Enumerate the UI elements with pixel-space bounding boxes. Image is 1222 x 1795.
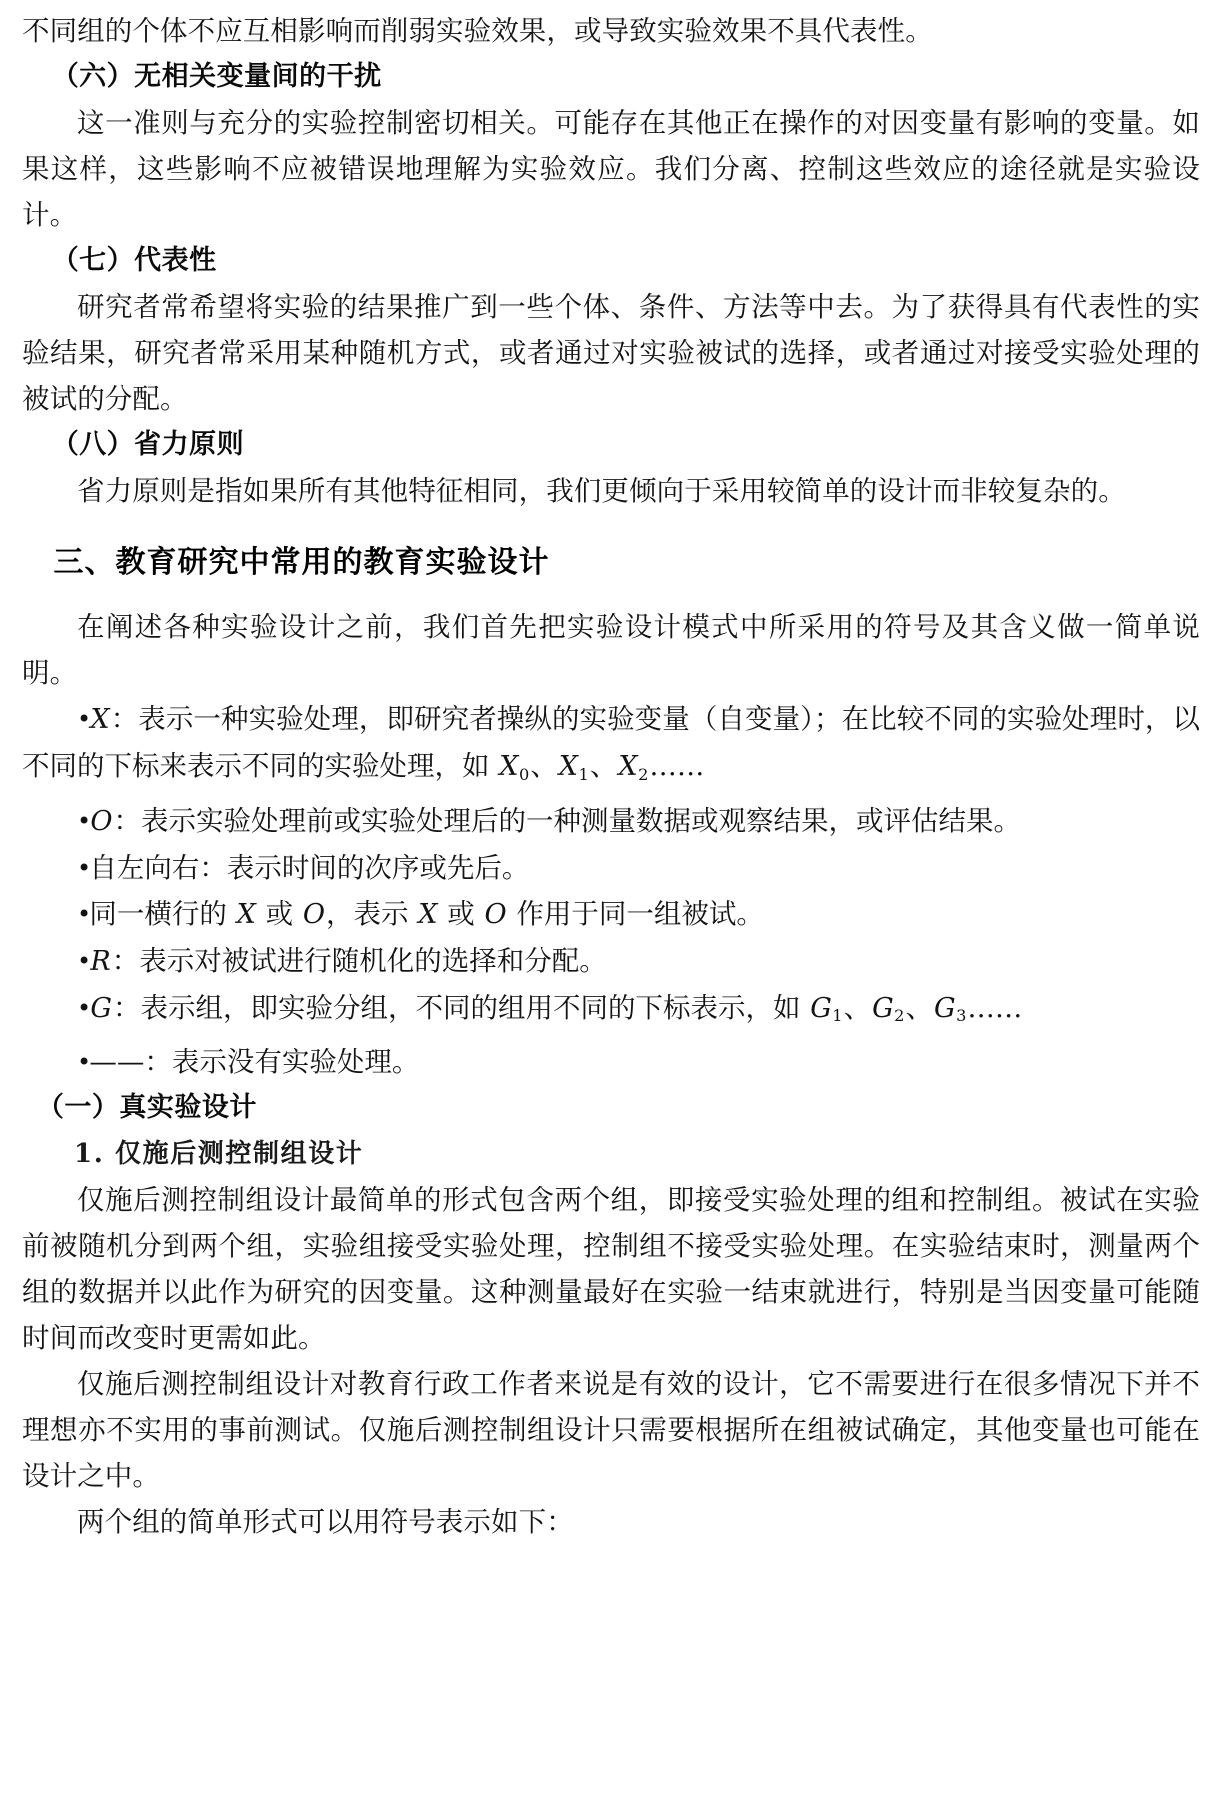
math-variable: $X_1$ [558, 751, 589, 784]
math-subscript: 2 [638, 764, 649, 784]
math-variable: O [484, 898, 507, 930]
math-variable: $G_3$ [933, 992, 967, 1026]
symbol-g: • G：表示组，即实验分组，不同的组用不同的下标表示，如 $G_1$、$G_2$、$G_3\dots\dots$ [22, 985, 1200, 1040]
bullet-icon: • [77, 899, 92, 928]
math-subscript: 1 [578, 764, 589, 784]
paragraph-eight: 省力原则是指如果所有其他特征相同，我们更倾向于采用较简单的设计而非较复杂的。 [77, 475, 1126, 507]
heading-seven: （七）代表性 [51, 245, 217, 276]
heading-six: （六）无相关变量间的干扰 [51, 61, 382, 92]
bullet-icon: • [77, 1048, 92, 1077]
math-subscript: 1 [832, 1006, 843, 1026]
section-heading-three: 三、教育研究中常用的教育实验设计 [53, 545, 550, 580]
math-subscript: 2 [894, 1006, 905, 1026]
math-variable: $G_1$ [810, 992, 843, 1026]
paragraph-seven: 研究者常希望将实验的结果推广到一些个体、条件、方法等中去。为了获得具有代表性的实验结果，研究者常采用某种随机方式，或者通过对实验被试的选择，或者通过对接受实验处理的被试的分配。 [22, 291, 1200, 415]
bullet-icon: • [77, 853, 92, 882]
math-variable: $X_0$ [499, 751, 530, 784]
paragraph-intro: 在阐述各种实验设计之前，我们首先把实验设计模式中所采用的符号及其含义做一简单说明。 [22, 611, 1200, 689]
heading-eight: （八）省力原则 [51, 429, 245, 460]
math-variable: $G_2$ [872, 992, 905, 1026]
math-variable: O [302, 898, 325, 930]
symbol-label: —— [89, 1046, 145, 1079]
paragraph-posttest-3: 两个组的简单形式可以用符号表示如下： [77, 1506, 574, 1539]
bullet-icon: • [77, 705, 92, 733]
symbol-x: • X：表示一种实验处理，即研究者操纵的实验变量（自变量）；在比较不同的实验处理时，以不同的下标来表示不同的实验处理，如 $X_0$、$X_1$、$X_2\dots\dots$ [22, 696, 1200, 798]
symbol-left-to-right: • 自左向右：表示时间的次序或先后。 [22, 845, 1200, 891]
paragraph-posttest-1: 仅施后测控制组设计最简单的形式包含两个组，即接受实验处理的组和控制组。被试在实验前被随机分到两个组，实验组接受实验处理，控制组不接受实验处理。在实验结束时，测量两个组的数据并以此作为研究的因变量。这种测量最好在实验一结束就进行，特别是当因变量可能随时间而改变时更需如此。 [22, 1184, 1200, 1355]
bullet-icon: • [77, 806, 92, 835]
bullet-icon: • [77, 946, 92, 975]
math-variable: R [90, 945, 111, 977]
symbol-o: • O：表示实验处理前或实验处理后的一种测量数据或观察结果，或评估结果。 [22, 798, 1200, 845]
paragraph-six: 这一准则与充分的实验控制密切相关。可能存在其他正在操作的对因变量有影响的变量。如果这样，这些影响不应被错误地理解为实验效应。我们分离、控制这些效应的途径就是实验设计。 [22, 107, 1200, 231]
bullet-icon: • [77, 993, 92, 1022]
numbered-heading-1: 1. 仅施后测控制组设计 [74, 1139, 364, 1170]
math-variable: X [236, 898, 256, 930]
paragraph-posttest-2: 仅施后测控制组设计对教育行政工作者来说是有效的设计，它不需要进行在很多情况下并不理想亦不实用的事前测试。仅施后测控制组设计只需要根据所在组被试确定，其他变量也可能在设计之中。 [22, 1368, 1200, 1493]
math-variable: G [90, 992, 112, 1024]
math-variable: O [90, 805, 113, 837]
heading-one-true-design: （一）真实验设计 [36, 1092, 257, 1124]
math-subscript: 3 [956, 1006, 967, 1026]
symbol-label: 自左向右 [89, 851, 200, 884]
symbol-definition-list [22, 696, 1200, 1085]
symbol-r: • R：表示对被试进行随机化的选择和分配。 [22, 938, 1200, 985]
continued-paragraph: 不同组的个体不应互相影响而削弱实验效果，或导致实验效果不具代表性。 [22, 15, 933, 47]
math-variable: X [418, 898, 438, 930]
symbol-same-row: • 同一横行的 X 或 O，表示 X 或 O 作用于同一组被试。 [22, 891, 1200, 938]
symbol-dash: • ——：表示没有实验处理。 [22, 1039, 1200, 1085]
math-variable: X [90, 704, 110, 735]
math-variable: $X_2$ [618, 751, 649, 784]
math-subscript: 0 [518, 764, 530, 784]
